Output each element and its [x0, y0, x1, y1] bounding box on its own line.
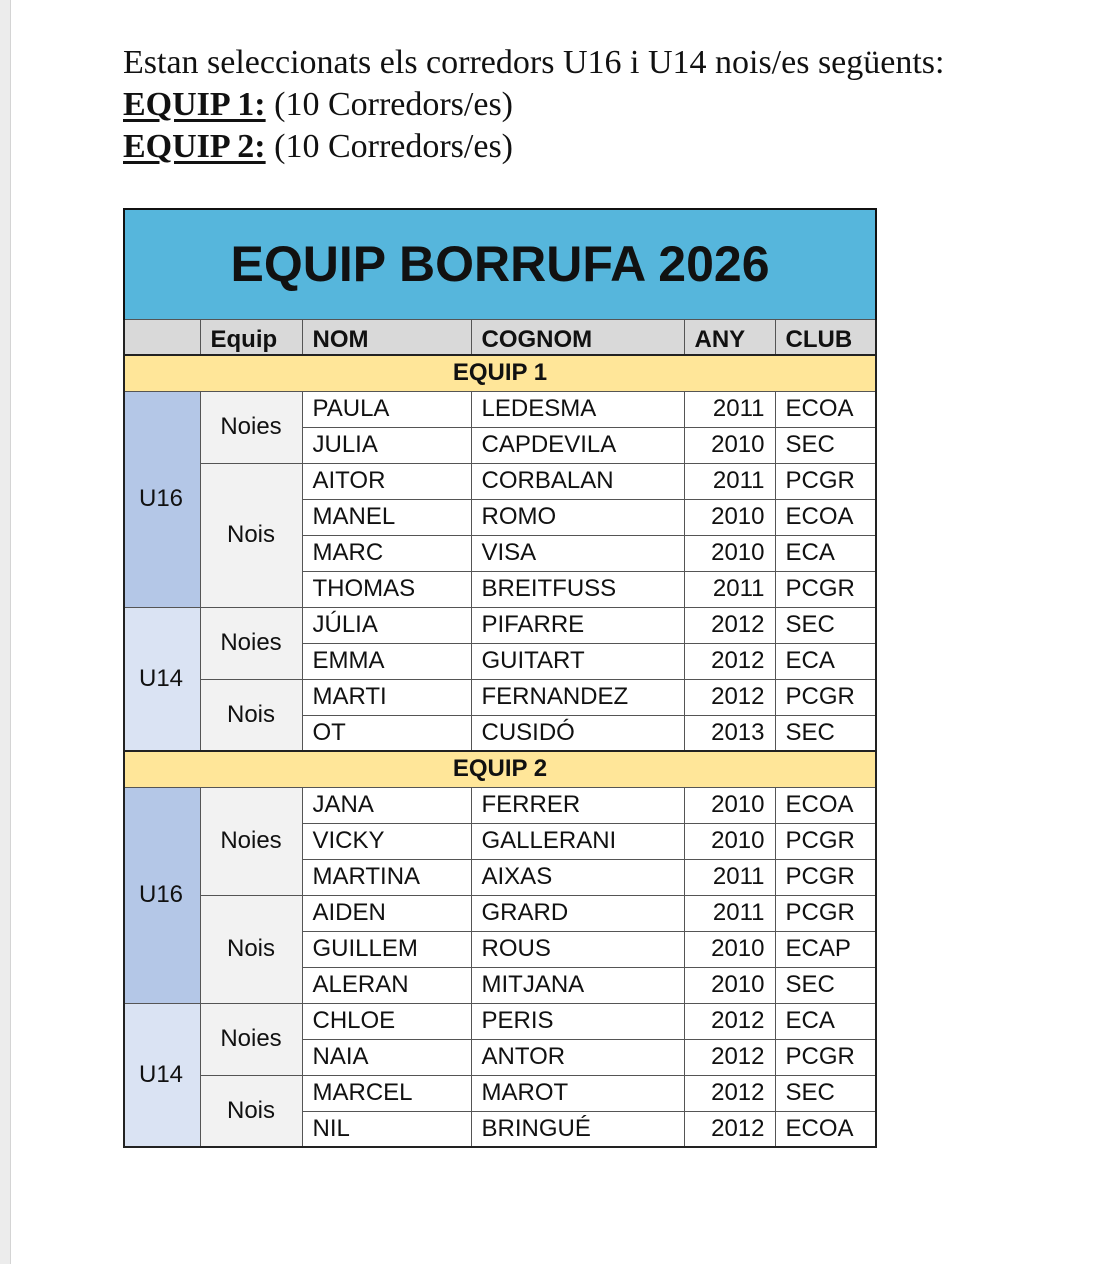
club-cell: ECOA [775, 787, 876, 823]
header-any: ANY [684, 319, 775, 355]
nom-cell: MARTI [302, 679, 471, 715]
any-cell: 2010 [684, 787, 775, 823]
any-cell: 2010 [684, 427, 775, 463]
club-cell: SEC [775, 607, 876, 643]
gender-cell: Noies [200, 607, 302, 679]
nom-cell: OT [302, 715, 471, 751]
gender-cell: Noies [200, 1003, 302, 1075]
cognom-cell: CAPDEVILA [471, 427, 684, 463]
cognom-cell: ANTOR [471, 1039, 684, 1075]
nom-cell: NAIA [302, 1039, 471, 1075]
any-cell: 2010 [684, 931, 775, 967]
club-cell: PCGR [775, 895, 876, 931]
nom-cell: JÚLIA [302, 607, 471, 643]
club-cell: PCGR [775, 571, 876, 607]
club-cell: PCGR [775, 1039, 876, 1075]
cognom-cell: VISA [471, 535, 684, 571]
table-row [124, 787, 876, 823]
table-row [124, 895, 876, 931]
any-cell: 2011 [684, 895, 775, 931]
club-cell: ECA [775, 535, 876, 571]
any-cell: 2010 [684, 823, 775, 859]
any-cell: 2010 [684, 499, 775, 535]
header-nom: NOM [302, 319, 471, 355]
cognom-cell: CORBALAN [471, 463, 684, 499]
table-row [124, 1075, 876, 1111]
page-left-edge [0, 0, 11, 1264]
nom-cell: JULIA [302, 427, 471, 463]
category-cell: U16 [124, 787, 200, 1003]
team-band-row [124, 751, 876, 787]
table-row [124, 607, 876, 643]
any-cell: 2011 [684, 463, 775, 499]
nom-cell: THOMAS [302, 571, 471, 607]
table-row [124, 391, 876, 427]
any-cell: 2012 [684, 1075, 775, 1111]
club-cell: ECOA [775, 499, 876, 535]
club-cell: SEC [775, 1075, 876, 1111]
club-cell: ECOA [775, 391, 876, 427]
table-row [124, 679, 876, 715]
cognom-cell: GALLERANI [471, 823, 684, 859]
club-cell: ECAP [775, 931, 876, 967]
cognom-cell: PIFARRE [471, 607, 684, 643]
club-cell: SEC [775, 715, 876, 751]
club-cell: PCGR [775, 859, 876, 895]
any-cell: 2011 [684, 571, 775, 607]
any-cell: 2012 [684, 1111, 775, 1147]
club-cell: PCGR [775, 679, 876, 715]
club-cell: PCGR [775, 463, 876, 499]
cognom-cell: FERNANDEZ [471, 679, 684, 715]
cognom-cell: CUSIDÓ [471, 715, 684, 751]
equip2-count: (10 Corredors/es) [274, 128, 514, 165]
cognom-cell: ROMO [471, 499, 684, 535]
gender-cell: Nois [200, 463, 302, 607]
nom-cell: ALERAN [302, 967, 471, 1003]
intro-text [123, 42, 944, 168]
any-cell: 2010 [684, 535, 775, 571]
nom-cell: MANEL [302, 499, 471, 535]
club-cell: SEC [775, 967, 876, 1003]
nom-cell: AITOR [302, 463, 471, 499]
cognom-cell: BRINGUÉ [471, 1111, 684, 1147]
cognom-cell: MAROT [471, 1075, 684, 1111]
category-cell: U16 [124, 391, 200, 607]
cognom-cell: ROUS [471, 931, 684, 967]
any-cell: 2010 [684, 967, 775, 1003]
cognom-cell: GRARD [471, 895, 684, 931]
nom-cell: CHLOE [302, 1003, 471, 1039]
header-equip: Equip [200, 319, 302, 355]
category-cell: U14 [124, 1003, 200, 1147]
club-cell: SEC [775, 427, 876, 463]
header-category [124, 319, 200, 355]
category-cell: U14 [124, 607, 200, 751]
club-cell: ECA [775, 1003, 876, 1039]
gender-cell: Nois [200, 679, 302, 751]
header-row [124, 319, 876, 355]
any-cell: 2012 [684, 1039, 775, 1075]
header-club: CLUB [775, 319, 876, 355]
nom-cell: MARC [302, 535, 471, 571]
nom-cell: EMMA [302, 643, 471, 679]
equip1-count: (10 Corredors/es) [274, 86, 514, 123]
gender-cell: Noies [200, 787, 302, 895]
table-row [124, 463, 876, 499]
equip2-label: EQUIP 2: [123, 128, 266, 165]
table-row [124, 1003, 876, 1039]
team-name: EQUIP 1 [124, 355, 876, 391]
team-band-row [124, 355, 876, 391]
club-cell: ECOA [775, 1111, 876, 1147]
cognom-cell: MITJANA [471, 967, 684, 1003]
club-cell: PCGR [775, 823, 876, 859]
cognom-cell: PERIS [471, 1003, 684, 1039]
equip1-line [123, 84, 944, 126]
any-cell: 2011 [684, 391, 775, 427]
header-cognom: COGNOM [471, 319, 684, 355]
nom-cell: AIDEN [302, 895, 471, 931]
table-title: EQUIP BORRUFA 2026 [124, 209, 876, 319]
any-cell: 2011 [684, 859, 775, 895]
gender-cell: Noies [200, 391, 302, 463]
any-cell: 2013 [684, 715, 775, 751]
nom-cell: JANA [302, 787, 471, 823]
gender-cell: Nois [200, 1075, 302, 1147]
nom-cell: NIL [302, 1111, 471, 1147]
nom-cell: MARTINA [302, 859, 471, 895]
club-cell: ECA [775, 643, 876, 679]
cognom-cell: LEDESMA [471, 391, 684, 427]
cognom-cell: GUITART [471, 643, 684, 679]
nom-cell: PAULA [302, 391, 471, 427]
cognom-cell: FERRER [471, 787, 684, 823]
equip2-line [123, 126, 944, 168]
equip1-label: EQUIP 1: [123, 86, 266, 123]
nom-cell: MARCEL [302, 1075, 471, 1111]
gender-cell: Nois [200, 895, 302, 1003]
any-cell: 2012 [684, 607, 775, 643]
cognom-cell: AIXAS [471, 859, 684, 895]
intro-line: Estan seleccionats els corredors U16 i U14 nois/es següents: [123, 44, 945, 81]
nom-cell: GUILLEM [302, 931, 471, 967]
roster-table [123, 208, 877, 1148]
any-cell: 2012 [684, 679, 775, 715]
cognom-cell: BREITFUSS [471, 571, 684, 607]
team-name: EQUIP 2 [124, 751, 876, 787]
any-cell: 2012 [684, 1003, 775, 1039]
any-cell: 2012 [684, 643, 775, 679]
nom-cell: VICKY [302, 823, 471, 859]
